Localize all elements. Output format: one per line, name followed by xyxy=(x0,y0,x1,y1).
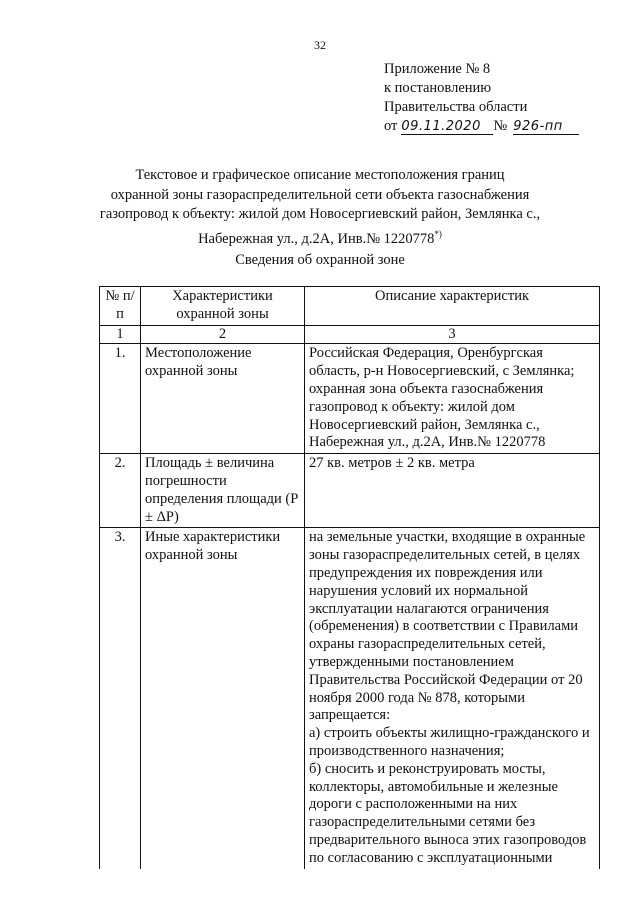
header-description: Описание характеристик xyxy=(305,287,600,326)
appendix-line-2: к постановлению xyxy=(384,80,492,96)
table-header-row xyxy=(100,287,600,326)
row-desc: 27 кв. метров ± 2 кв. метра xyxy=(305,454,600,528)
title-line-1: Текстовое и графическое описание местоположения границ xyxy=(135,167,505,183)
row-name: Местоположение охранной зоны xyxy=(141,344,305,454)
header-characteristics: Характеристики охранной зоны xyxy=(141,287,305,326)
title-line-4: Набережная ул., д.2А, Инв.№ 1220778 xyxy=(198,230,435,247)
section-subtitle: Сведения об охранной зоне xyxy=(235,252,405,268)
table-index-row xyxy=(100,325,600,344)
date-prefix: от xyxy=(384,118,398,134)
row-desc: Российская Федерация, Оренбургская область, р-н Новосергиевский, с Землянка; охранная зона объекта газоснабжения газопровод к объекту: жилой дом Новосергиевский район, Землянка с., Набережная ул., д.2А, Инв.№ 1220778 xyxy=(305,344,600,454)
number-sign: № xyxy=(493,118,508,134)
index-cell-2: 2 xyxy=(141,325,305,344)
document-title xyxy=(0,166,640,249)
appendix-date-line xyxy=(384,117,579,136)
row-desc-group xyxy=(305,528,600,869)
index-cell-3: 3 xyxy=(305,325,600,344)
row-num: 3. xyxy=(100,528,141,869)
footnote-mark: *) xyxy=(434,228,442,239)
table-row xyxy=(100,528,600,869)
appendix-line-3: Правительства области xyxy=(384,99,528,115)
title-line-4-wrap xyxy=(0,225,640,249)
header-num: № п/п xyxy=(100,287,141,326)
title-line-2: охранной зоны газораспределительной сети объекта газоснабжения xyxy=(110,186,530,203)
row-desc: на земельные участки, входящие в охранные зоны газораспределительных сетей, в целях предупреждения их повреждения или нарушения условий их нормальной эксплуатации налагаются ограничения (обременения) в соответствии с Правилами охраны газораспределительных сетей, утвержденными постановлением Правительства Российской Федерации от 20 ноября 2000 года № 878, которыми запрещается: xyxy=(309,529,586,724)
handwritten-number: 926-пп xyxy=(513,120,579,135)
row-num: 2. xyxy=(100,454,141,528)
restriction-item-b: б) сносить и реконструировать мосты, коллекторы, автомобильные и железные дороги с расположенными на них газораспределительными сетями без предварительного выноса этих газопроводов по согласованию с эксплуатационными xyxy=(309,760,587,866)
appendix-block xyxy=(384,60,579,136)
row-num: 1. xyxy=(100,344,141,454)
index-cell-1: 1 xyxy=(100,325,141,344)
restriction-item-a: а) строить объекты жилищно-гражданского и производственного назначения; xyxy=(309,725,590,759)
protection-zone-table xyxy=(99,286,600,869)
row-name: Площадь ± величина погрешности определения площади (Р ± ΔР) xyxy=(141,454,305,528)
table-row xyxy=(100,344,600,454)
title-line-3: газопровод к объекту: жилой дом Новосергиевский район, Землянка с., xyxy=(99,206,541,222)
handwritten-date: 09.11.2020 xyxy=(401,120,493,135)
row-name: Иные характеристики охранной зоны xyxy=(141,528,305,869)
table-row xyxy=(100,454,600,528)
appendix-line-1: Приложение № 8 xyxy=(384,61,491,77)
page-number: 32 xyxy=(314,38,326,52)
